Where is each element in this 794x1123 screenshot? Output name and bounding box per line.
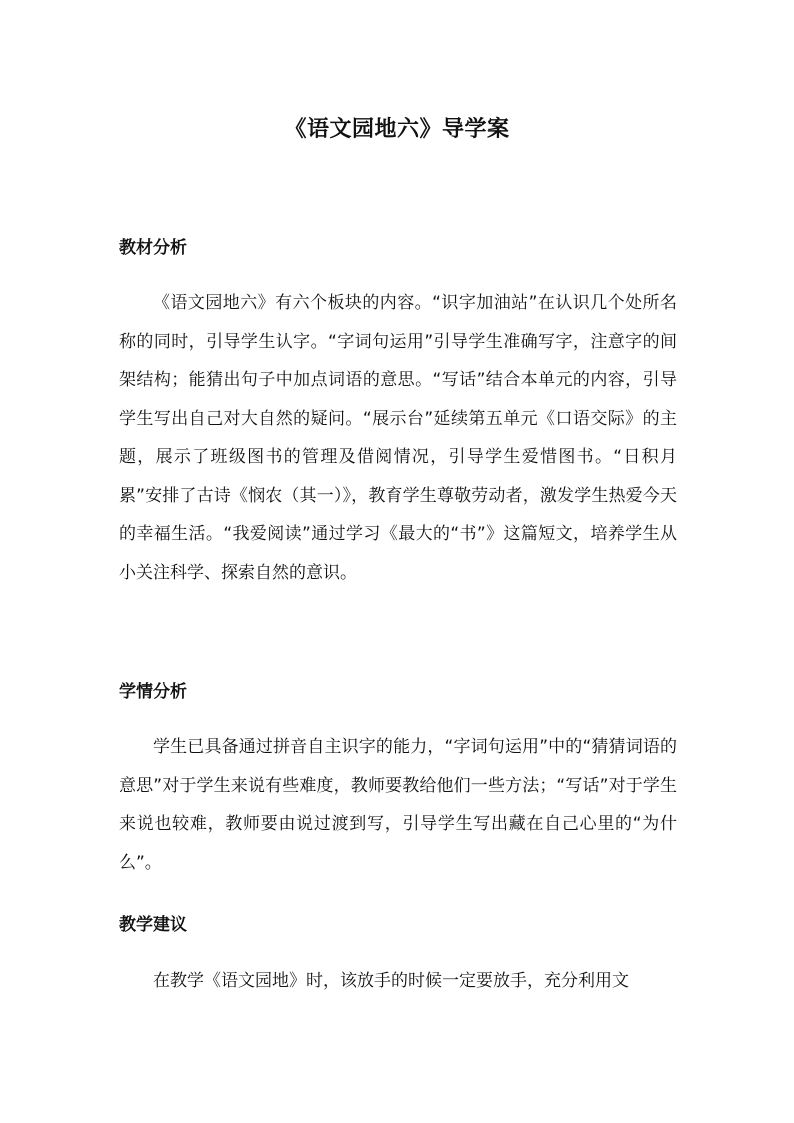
section-paragraph-textbook-analysis: 《语文园地六》有六个板块的内容。“识字加油站”在认识几个处所名称的同时，引导学生认字。“字词句运用”引导学生准确写字，注意字的间架结构；能猜出句子中加点词语的意思。“写话”结合本单元的内容，引导学生写出自己对大自然的疑问。“展示台”延续第五单元《口语交际》的主题，展示了班级图书的管理及借阅情况，引导学生爱惜图书。“日积月累”安排了古诗《悯农（其一）》，教育学生尊敬劳动者，激发学生热爱今天的幸福生活。“我爱阅读”通过学习《最大的“书”》这篇短文，培养学生从小关注科学、探索自然的意识。 xyxy=(119,293,677,583)
section-paragraph-teaching-suggestions: 在教学《语文园地》时，该放手的时候一定要放手，充分利用文 xyxy=(153,971,629,991)
section-heading-teaching-suggestions: 教学建议 xyxy=(119,915,187,935)
section-heading-student-analysis: 学情分析 xyxy=(119,682,187,702)
document-title: 《语文园地六》导学案 xyxy=(284,117,510,142)
section-paragraph-student-analysis: 学生已具备通过拼音自主识字的能力，“字词句运用”中的“猜猜词语的意思”对于学生来说有些难度，教师要教给他们一些方法；“写话”对于学生来说也较难，教师要由说过渡到写，引导学生写出藏在自己心里的“为什么”。 xyxy=(119,737,677,873)
section-heading-textbook-analysis: 教材分析 xyxy=(119,238,187,258)
